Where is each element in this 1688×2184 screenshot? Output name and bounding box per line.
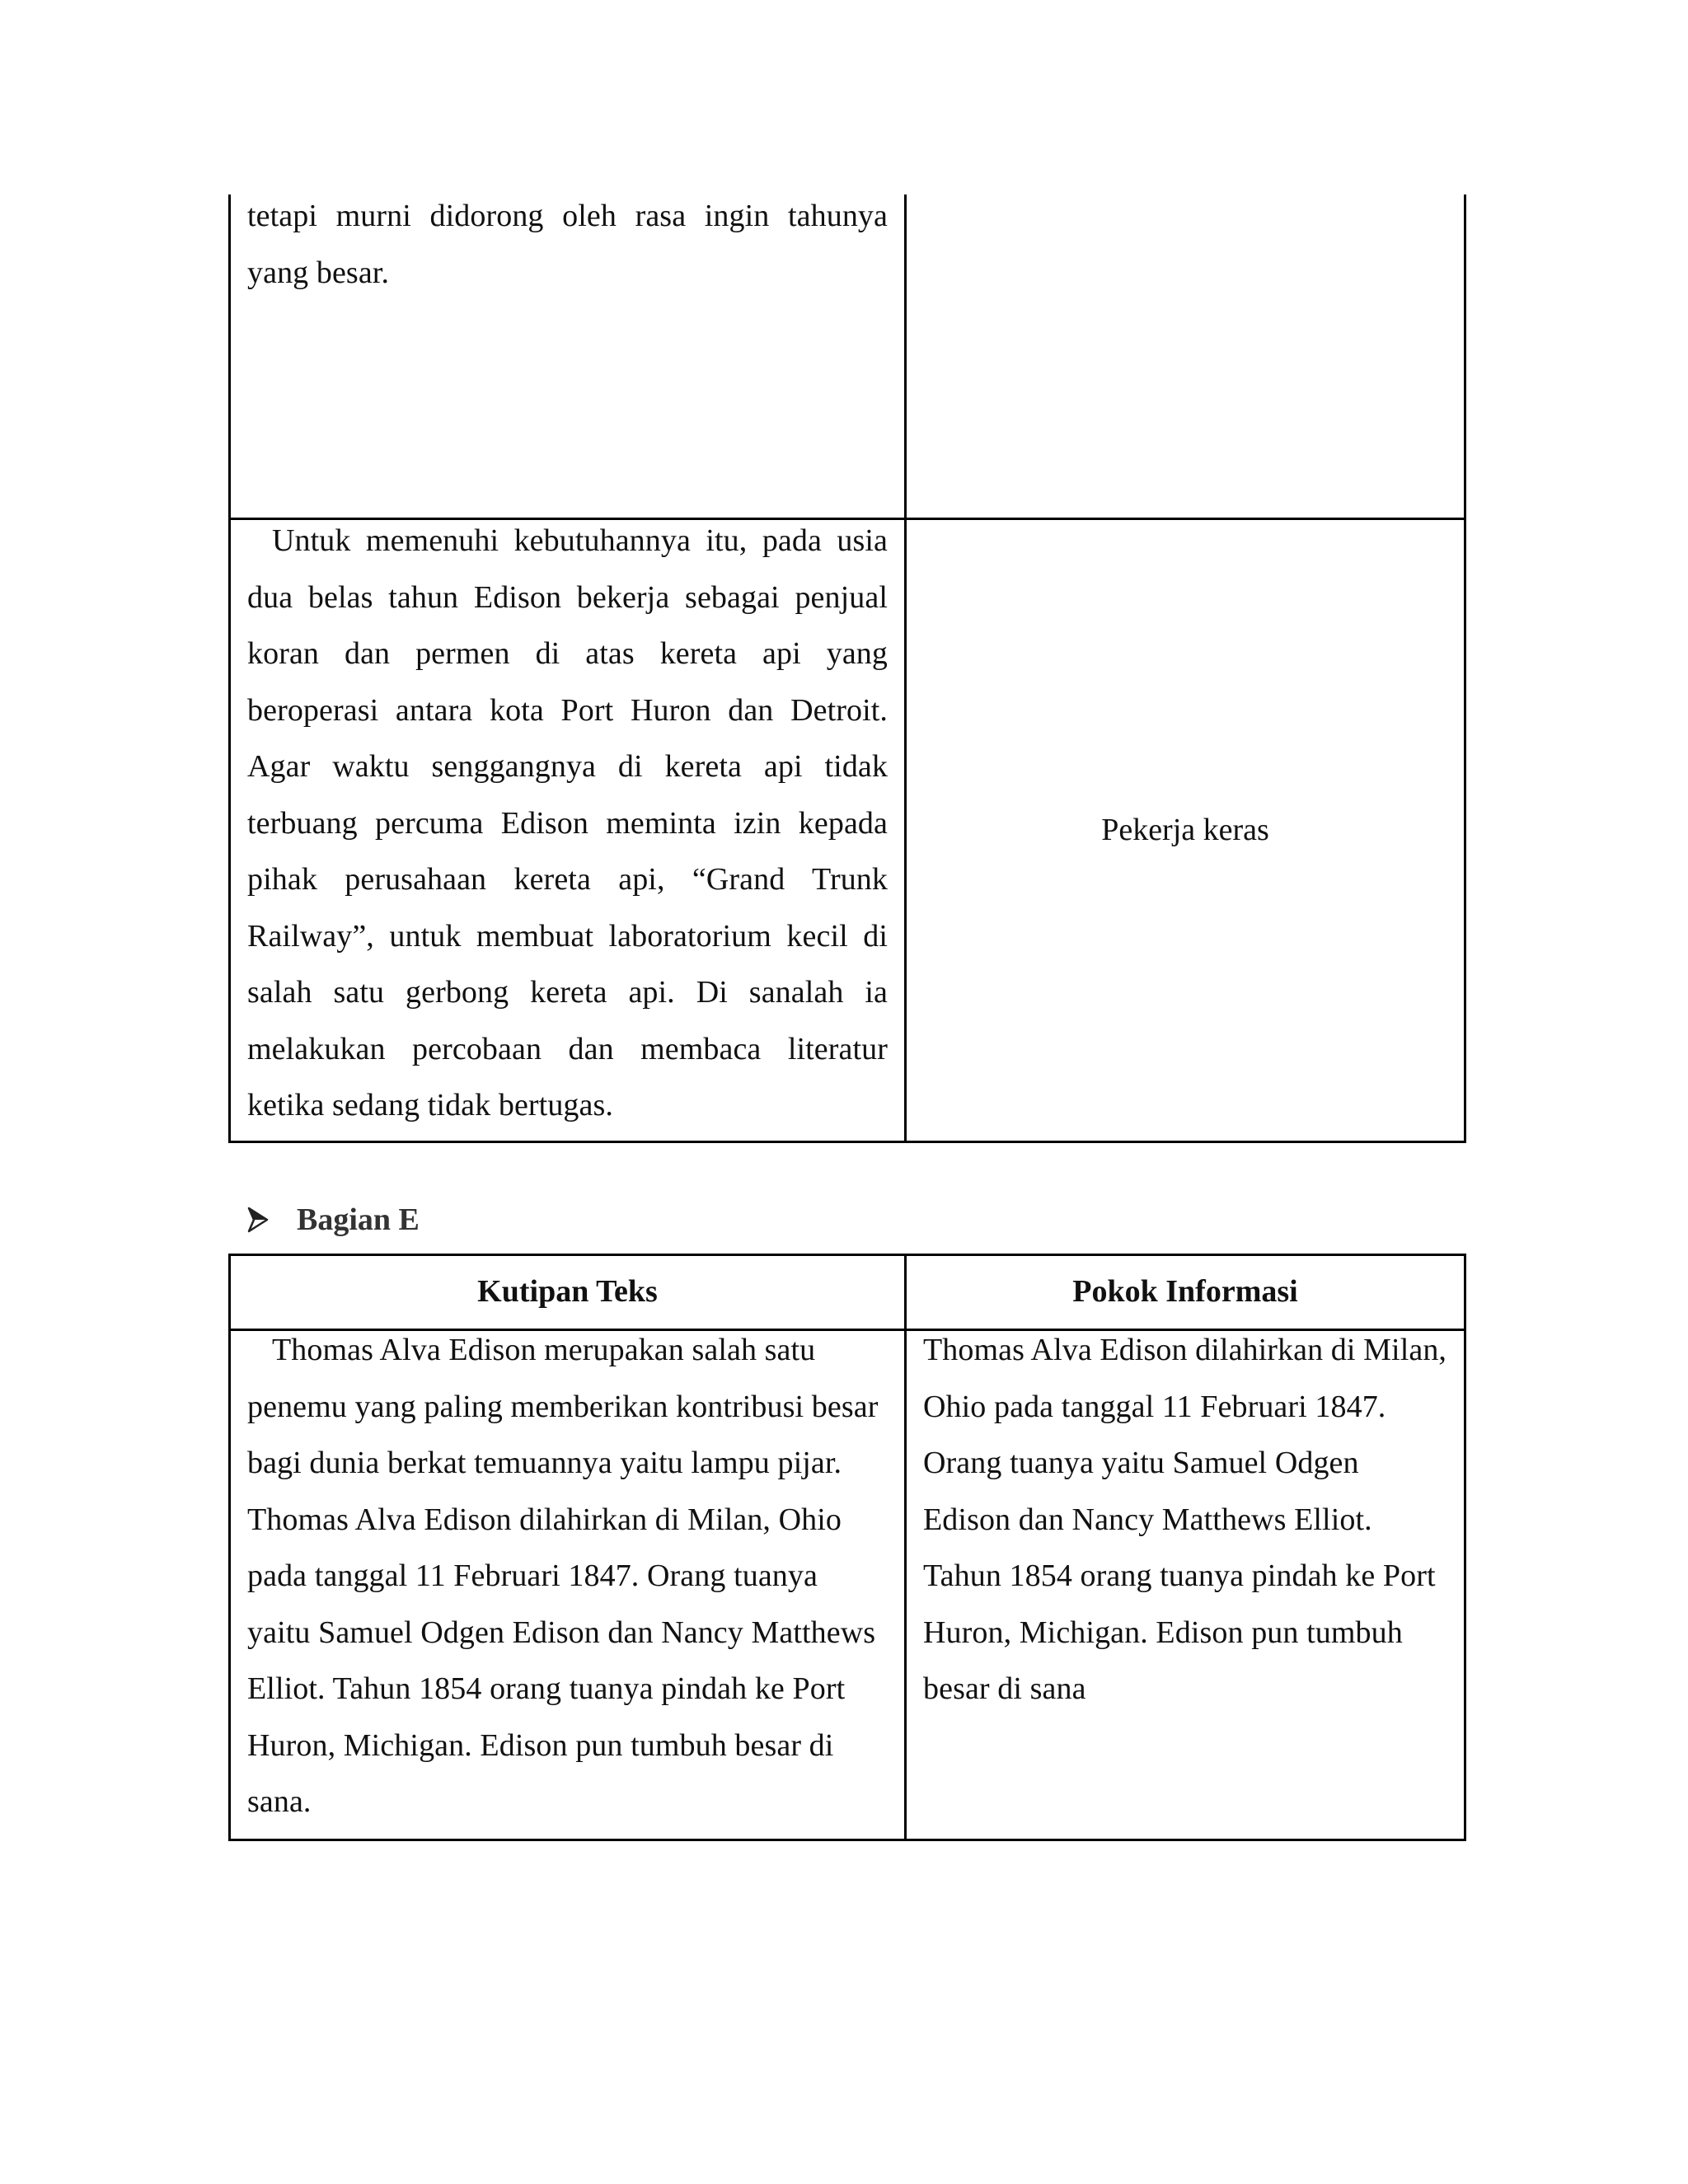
- top-table-right-border: [1464, 194, 1466, 1143]
- top-table-row1-left-text: tetapi murni didorong oleh rasa ingin tahunya yang besar.: [247, 199, 888, 290]
- table-e-header-left: Kutipan Teks: [477, 1274, 658, 1310]
- top-table-row2-right-cell: [907, 520, 1464, 1141]
- top-table-bottom-border: [228, 1141, 1466, 1143]
- table-e-row1-right-text: Thomas Alva Edison dilahirkan di Milan, Ohio pada tanggal 11 Februari 1847. Orang tuanya yaitu Samuel Odgen Edison dan Nancy Matthews Elliot. Tahun 1854 orang tuanya pindah ke Port Huron, Michigan. Edison pun tumbuh besar di sana: [923, 1333, 1447, 1706]
- table-e-row1-left-text: Thomas Alva Edison merupakan salah satu penemu yang paling memberikan kontribusi besar bagi dunia berkat temuannya yaitu lampu pijar. Thomas Alva Edison dilahirkan di Milan, Ohio pada tanggal 11 Februari 1847. Orang tuanya yaitu Samuel Odgen Edison dan Nancy Matthews Elliot. Tahun 1854 orang tuanya pindah ke Port Huron, Michigan. Edison pun tumbuh besar di sana.: [247, 1333, 879, 1819]
- top-table-row2-left-cell: [231, 513, 904, 1141]
- table-e-row1-right-cell: [907, 1322, 1464, 1839]
- top-table-row1-left-cell: [231, 188, 904, 518]
- table-e-header-left-cell: [231, 1256, 904, 1329]
- table-e-row1-left-cell: [231, 1322, 904, 1839]
- section-e-heading: [247, 1202, 420, 1238]
- table-e-header-right: Pokok Informasi: [1072, 1274, 1298, 1310]
- table-e-header-right-cell: [907, 1256, 1464, 1329]
- arrowhead-bullet-icon: [247, 1206, 269, 1234]
- top-table-row2-right-text: Pekerja keras: [1101, 812, 1269, 847]
- section-e-title: Bagian E: [297, 1202, 420, 1237]
- top-table-row2-left-text: Untuk memenuhi kebutuhannya itu, pada usia dua belas tahun Edison bekerja sebagai penjual koran dan permen di atas kereta api yang beroperasi antara kota Port Huron dan Detroit. Agar waktu senggangnya di kereta api tidak terbuang percuma Edison meminta izin kepada pihak perusahaan kereta api, “Grand Trunk Railway”, untuk membuat laboratorium kecil di salah satu gerbong kereta api. Di sanalah ia melakukan percobaan dan membaca literatur ketika sedang tidak bertugas.: [247, 523, 888, 1122]
